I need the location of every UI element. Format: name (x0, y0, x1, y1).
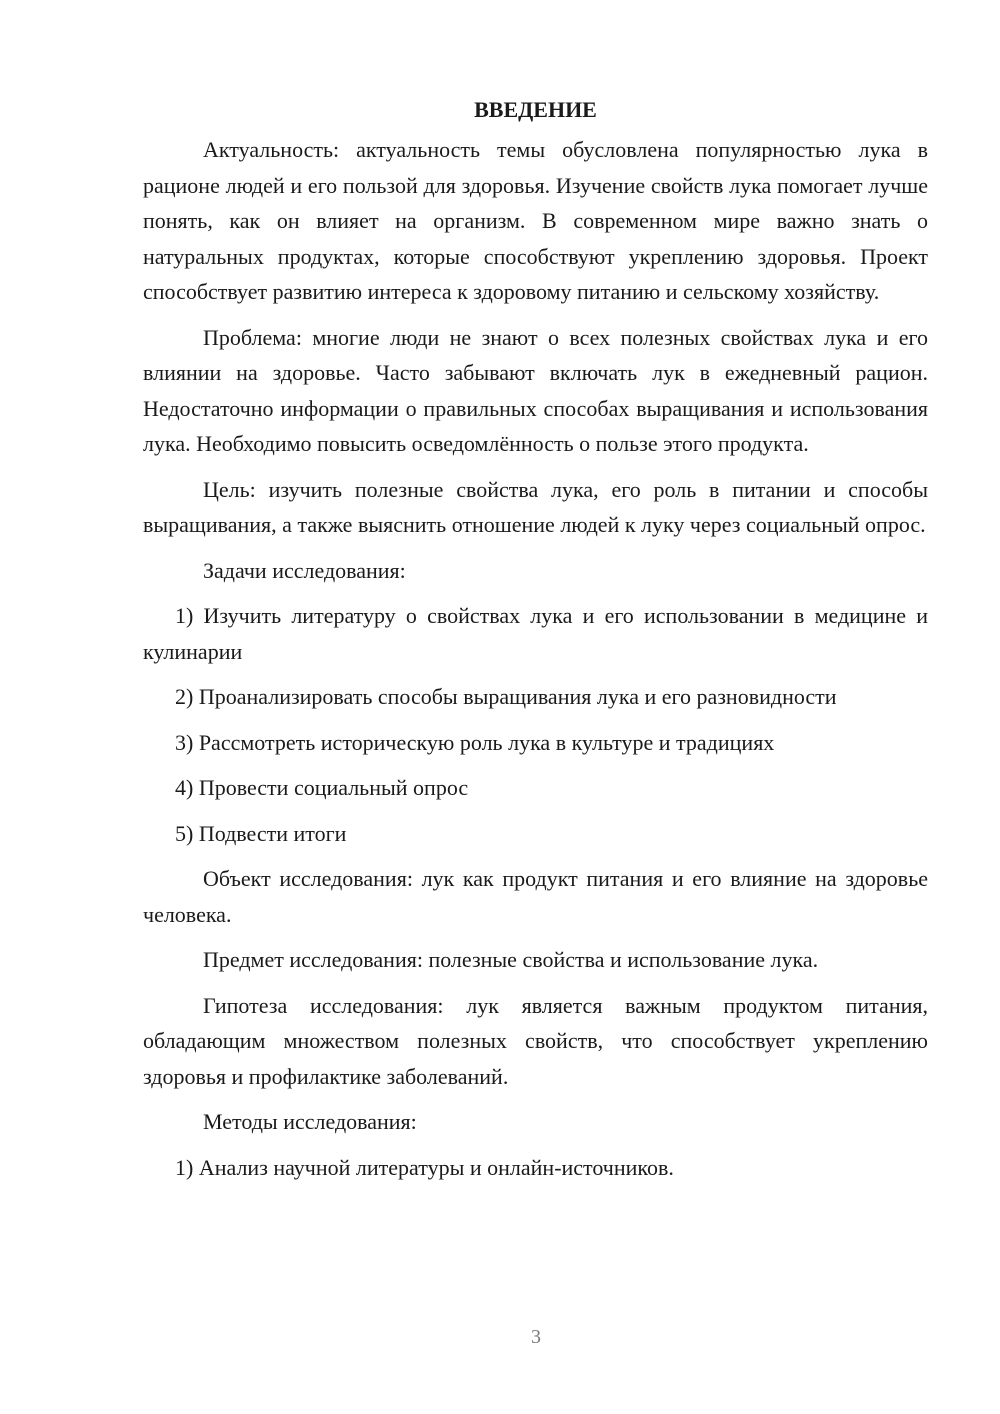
task-item-3: 3) Рассмотреть историческую роль лука в культуре и традициях (175, 729, 775, 755)
methods-heading: Методы исследования: (203, 1109, 417, 1134)
hypothesis-paragraph: Гипотеза исследования: лук является важным продуктом питания, обладающим множеством полезных свойств, что способствует укреплению здоровья и профилактике заболеваний. (143, 992, 928, 1089)
goal-paragraph: Цель: изучить полезные свойства лука, его роль в питании и способы выращивания, а также выяснить отношение людей к луку через социальный опрос. (143, 476, 928, 537)
tasks-heading: Задачи исследования: (203, 557, 406, 583)
task-item-2: 2) Проанализировать способы выращивания лука и его разновидности (175, 684, 837, 709)
task-item-1: 1) Изучить литературу о свойствах лука и его использовании в медицине и кулинарии (143, 603, 928, 664)
object-paragraph: Объект исследования: лук как продукт питания и его влияние на здоровье человека. (143, 866, 928, 927)
task-item-4: 4) Провести социальный опрос (175, 775, 469, 800)
document-page (143, 92, 928, 1195)
relevance-paragraph: Актуальность: актуальность темы обусловлена популярностью лука в рационе людей и его пользой для здоровья. Изучение свойств лука помогает лучше понять, как он влияет на организм. В современном мире важно знать о натуральных продуктах, которые способствуют укреплению здоровья. Проект способствует развитию интереса к здоровому питанию и сельскому хозяйству. (143, 137, 928, 304)
task-item-5: 5) Подвести итоги (175, 820, 347, 846)
problem-paragraph: Проблема: многие люди не знают о всех полезных свойствах лука и его влиянии на здоровье. Часто забывают включать лук в ежедневный рацион. Недостаточно информации о правильных способах выращивания и использования лука. Необходимо повысить осведомлённость о пользе этого продукта. (143, 324, 928, 456)
subject-paragraph: Предмет исследования: полезные свойства и использование лука. (203, 947, 819, 972)
page-number: 3 (531, 1326, 541, 1348)
page-title: ВВЕДЕНИЕ (474, 97, 597, 122)
method-item-1: 1) Анализ научной литературы и онлайн-источников. (175, 1154, 674, 1180)
